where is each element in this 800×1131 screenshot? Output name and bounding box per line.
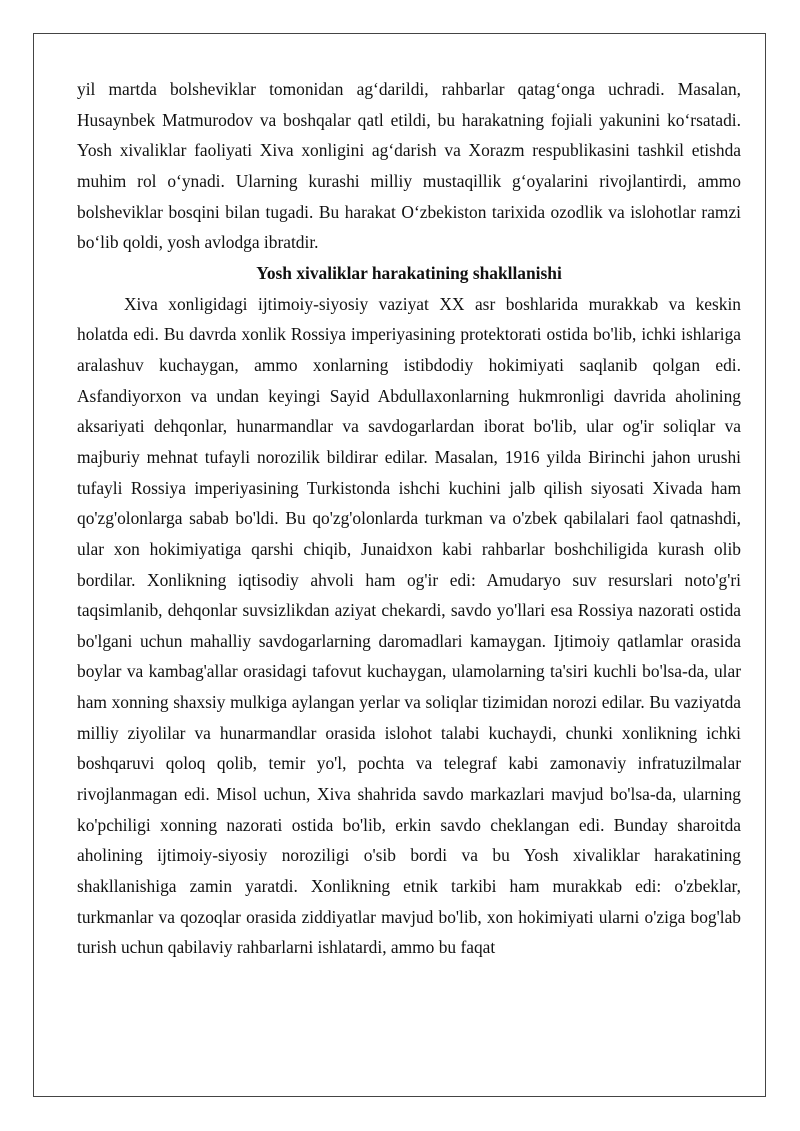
paragraph-main: Xiva xonligidagi ijtimoiy-siyosiy vaziyat XX asr boshlarida murakkab va keskin holatda edi. Bu davrda xonlik Rossiya imperiyasining protektorati ostida bo'lib, ichki ishlariga aralashuv kuchaygan, ammo xonlarning istibdodiy hokimiyati saqlanib qolgan edi. Asfandiyorxon va undan keyingi Sayid Abdullaxonlarning hukmronligi davrida aholining aksariyati dehqonlar, hunarmandlar va savdogarlardan iborat bo'lib, ular og'ir soliqlar va majburiy mehnat tufayli norozilik bildirar edilar. Masalan, 1916 yilda Birinchi jahon urushi tufayli Rossiya imperiyasining Turkistonda ishchi kuchini jalb qilish siyosati Xivada ham qo'zg'olonlarga sabab bo'ldi. Bu qo'zg'olonlarda turkman va o'zbek qabilalari faol qatnashdi, ular xon hokimiyatiga qarshi chiqib, Junaidxon kabi rahbarlar boshchiligida kurash olib bordilar. Xonlikning iqtisodiy ahvoli ham og'ir edi: Amudaryo suv resurslari noto'g'ri taqsimlanib, dehqonlar suvsizlikdan aziyat chekardi, savdo yo'llari esa Rossiya nazorati ostida bo'lgani uchun mahalliy savdogarlarning daromadlari kamaygan. Ijtimoiy qatlamlar orasida boylar va kambag'allar orasidagi tafovut kuchaygan, ulamolarning ta'siri kuchli bo'lsa-da, ular ham xonning shaxsiy mulkiga aylangan yerlar va soliqlar tizimidan norozi edilar. Bu vaziyatda milliy ziyolilar va hunarmandlar orasida islohot talabi kuchaydi, chunki xonlikning ichki boshqaruvi qoloq qolib, temir yo'l, pochta va telegraf kabi zamonaviy infratuzilmalar rivojlanmagan edi. Misol uchun, Xiva shahrida savdo markazlari mavjud bo'lsa-da, ularning ko'pchiligi xonning nazorati ostida bo'lib, erkin savdo cheklangan edi. Bunday sharoitda aholining ijtimoiy-siyosiy noroziligi o'sib bordi va bu Yosh xivaliklar harakatining shakllanishiga zamin yaratdi. Xonlikning etnik tarkibi ham murakkab edi: o'zbeklar, turkmanlar va qozoqlar orasida ziddiyatlar mavjud bo'lib, xon hokimiyati ularni o'ziga bog'lab turish uchun qabilaviy rahbarlarni ishlatardi, ammo bu faqat — [77, 293, 741, 958]
document-body — [77, 74, 741, 963]
paragraph-intro: yil martda bolsheviklar tomonidan ag‘darildi, rahbarlar qatag‘onga uchradi. Masalan, Husaynbek Matmurodov va boshqalar qatl etildi, bu harakatning fojiali yakunini ko‘rsatadi. Yosh xivaliklar faoliyati Xiva xonligini ag‘darish va Xorazm respublikasini tashkil etishda muhim rol o‘ynadi. Ularning kurashi milliy mustaqillik g‘oyalarini rivojlantirdi, ammo bolsheviklar bosqini bilan tugadi. Bu harakat O‘zbekiston tarixida ozodlik va islohotlar ramzi bo‘lib qoldi, yosh avlodga ibratdir. — [77, 79, 741, 253]
section-heading: Yosh xivaliklar harakatining shakllanishi — [256, 262, 562, 283]
